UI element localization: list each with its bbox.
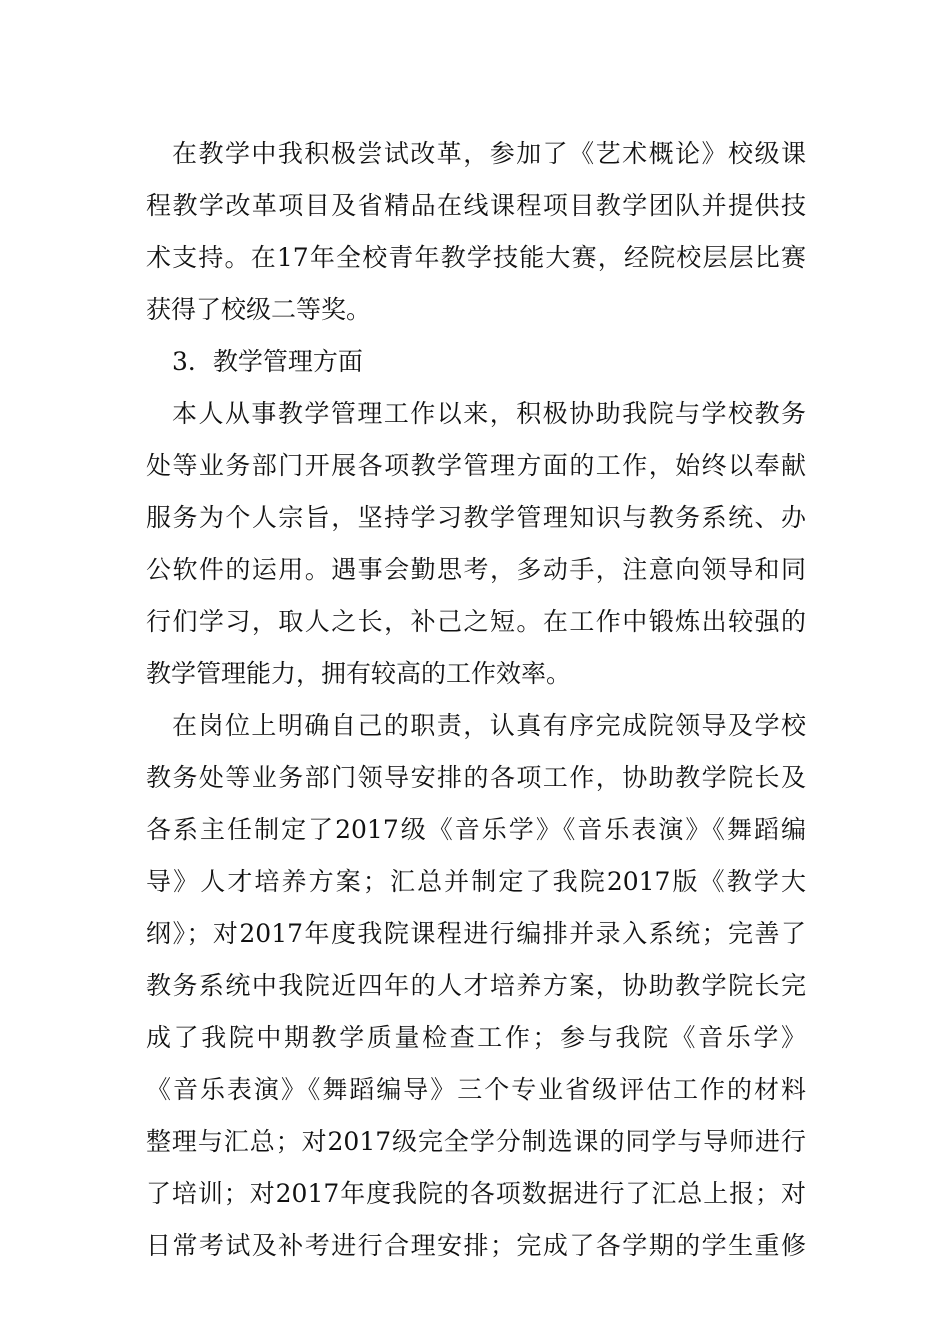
paragraph-line: 整理与汇总；对2017级完全学分制选课的同学与导师进行: [146, 1127, 806, 1156]
paragraph-line: 行们学习，取人之长，补己之短。在工作中锻炼出较强的: [146, 607, 806, 636]
paragraph-line: 日常考试及补考进行合理安排；完成了各学期的学生重修: [146, 1231, 806, 1260]
paragraph-line: 术支持。在17年全校青年教学技能大赛，经院校层层比赛: [146, 243, 806, 272]
paragraph-line: 在教学中我积极尝试改革，参加了《艺术概论》校级课: [172, 139, 806, 168]
paragraph-line: 了培训；对2017年度我院的各项数据进行了汇总上报；对: [146, 1179, 806, 1208]
paragraph-line: 教务处等业务部门领导安排的各项工作，协助教学院长及: [146, 763, 806, 792]
paragraph-line: 各系主任制定了2017级《音乐学》《音乐表演》《舞蹈编: [146, 815, 806, 844]
paragraph-line: 纲》；对2017年度我院课程进行编排并录入系统；完善了: [146, 919, 806, 948]
paragraph-line: 在岗位上明确自己的职责，认真有序完成院领导及学校: [172, 711, 806, 740]
paragraph-line: 程教学改革项目及省精品在线课程项目教学团队并提供技: [146, 191, 806, 220]
paragraph-line: 获得了校级二等奖。: [146, 295, 372, 324]
paragraph-line: 本人从事教学管理工作以来，积极协助我院与学校教务: [172, 399, 806, 428]
paragraph-line: 导》人才培养方案；汇总并制定了我院2017版《教学大: [146, 867, 806, 896]
body-text: [146, 128, 806, 1272]
section-heading: 3．教学管理方面: [172, 347, 363, 376]
paragraph-line: 公软件的运用。遇事会勤思考，多动手，注意向领导和同: [146, 555, 806, 584]
paragraph-line: 教务系统中我院近四年的人才培养方案，协助教学院长完: [146, 971, 806, 1000]
paragraph-line: 服务为个人宗旨，坚持学习教学管理知识与教务系统、办: [146, 503, 806, 532]
paragraph-line: 处等业务部门开展各项教学管理方面的工作，始终以奉献: [146, 451, 806, 480]
paragraph-line: 《音乐表演》《舞蹈编导》三个专业省级评估工作的材料: [146, 1075, 806, 1104]
paragraph-line: 教学管理能力，拥有较高的工作效率。: [146, 659, 572, 688]
paragraph-line: 成了我院中期教学质量检查工作；参与我院《音乐学》: [146, 1023, 806, 1052]
